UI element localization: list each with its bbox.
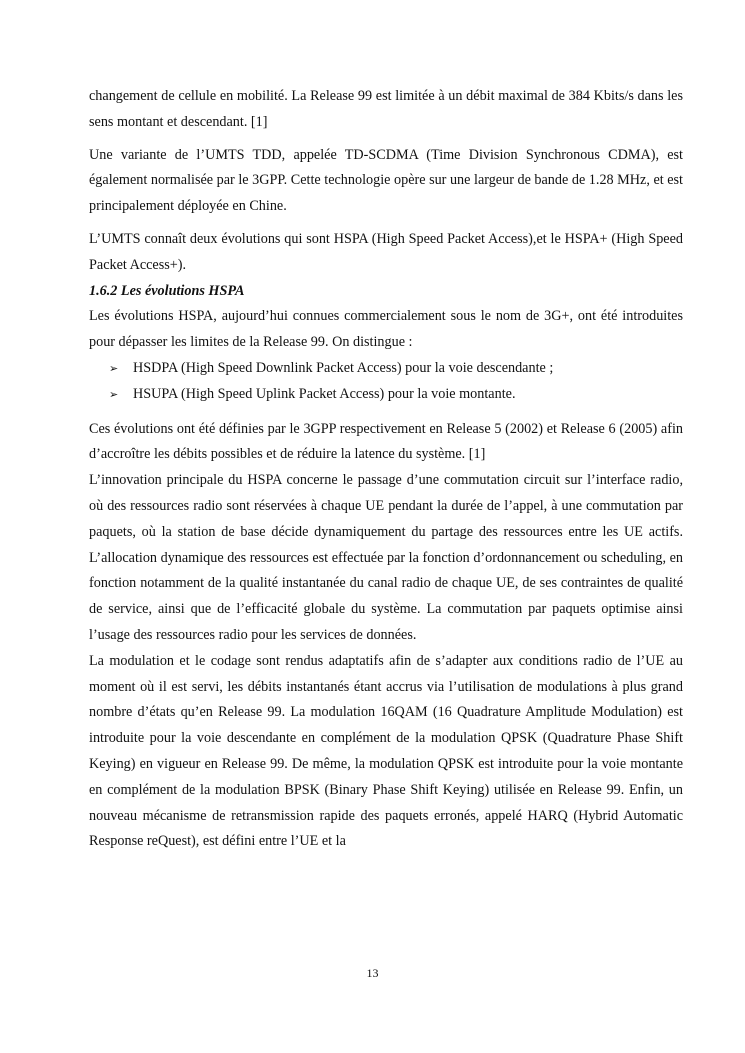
page-body [89,84,683,855]
paragraph-umts-evolutions: L’UMTS connaît deux évolutions qui sont HSPA (High Speed Packet Access),et le HSPA+ (High Speed Packet Access+). [89,230,683,273]
paragraph-hspa-innovation: L’innovation principale du HSPA concerne le passage d’une commutation circuit sur l’interface radio, où des ressources radio sont réservées à chaque UE pendant la durée de l’appel, à une commutation par paquets, où la station de base décide dynamiquement du partage des ressources entre les UE actifs. L’allocation dynamique des ressources est effectuée par la fonction d’ordonnancement ou scheduling, en fonction notamment de la qualité instantanée du canal radio de chaque UE, de ses contraintes de qualité de service, ainsi que de l’efficacité globale du système. La commutation par paquets optimise ainsi l’usage des ressources radio pour les services de données. [89,472,683,643]
paragraph-adaptive-modulation: La modulation et le codage sont rendus adaptatifs afin de s’adapter aux conditions radio de l’UE au moment où il est servi, les débits instantanés étant accrus via l’utilisation de modulations à plus grand nombre d’états qu’en Release 99. La modulation 16QAM (16 Quadrature Amplitude Modulation) est introduite pour la voie descendante en complément de la modulation QPSK (Quadrature Phase Shift Keying) en vigueur en Release 99. De même, la modulation QPSK est introduite pour la voie montante en complément de la modulation BPSK (Binary Phase Shift Keying) utilisée en Release 99. Enfin, un nouveau mécanisme de retransmission rapide des paquets erronés, appelé HARQ (Hybrid Automatic Response reQuest), est défini entre l’UE et la [89,652,683,850]
list-item [109,382,683,408]
page-number: 13 [366,966,379,980]
list-item-text: HSUPA (High Speed Uplink Packet Access) pour la voie montante. [133,385,516,402]
list-item-text: HSDPA (High Speed Downlink Packet Access) pour la voie descendante ; [133,359,554,376]
section-heading: 1.6.2 Les évolutions HSPA [89,282,245,299]
paragraph-3gpp-releases: Ces évolutions ont été définies par le 3GPP respectivement en Release 5 (2002) et Release 6 (2005) afin d’accroître les débits possibles et de réduire la latence du système. [1] [89,420,683,463]
paragraph-td-scdma: Une variante de l’UMTS TDD, appelée TD-SCDMA (Time Division Synchronous CDMA), est également normalisée par le 3GPP. Cette technologie opère sur une largeur de bande de 1.28 MHz, et est principalement déployée en Chine. [89,146,683,215]
arrow-bullet-icon: ➢ [109,361,119,375]
arrow-bullet-icon: ➢ [109,387,119,401]
paragraph-hspa-intro: Les évolutions HSPA, aujourd’hui connues commercialement sous le nom de 3G+, ont été introduites pour dépasser les limites de la Release 99. On distingue : [89,308,683,351]
list-item [109,356,683,382]
paragraph-release99-limit: changement de cellule en mobilité. La Release 99 est limitée à un débit maximal de 384 Kbits/s dans les sens montant et descendant. [1] [89,88,683,130]
bullet-list [89,356,683,408]
